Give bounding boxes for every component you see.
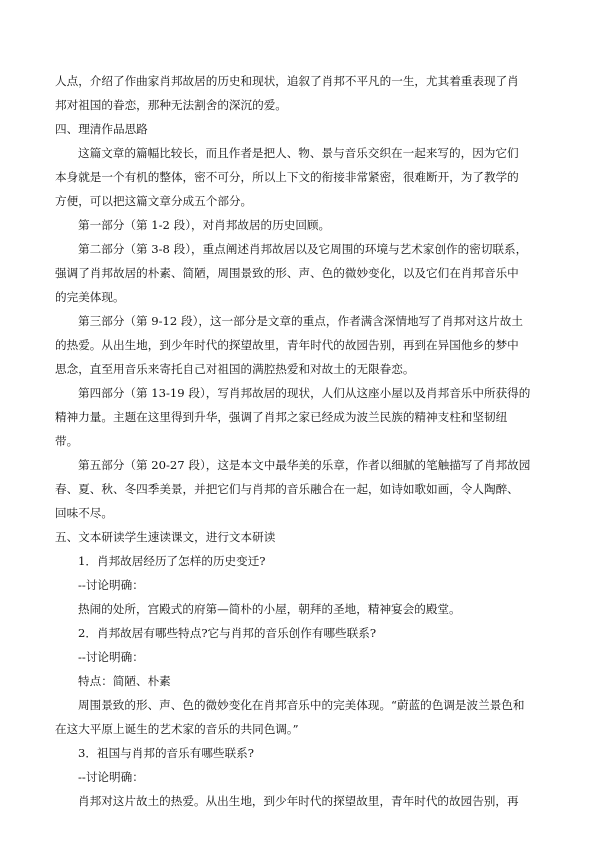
answer-line: 周围景致的形、声、色的微妙变化在肖邦音乐中的完美体现。“蔚蓝的色调是波兰景色和	[78, 698, 525, 712]
text-line: 方便，可以把这篇文章分成五个部分。	[55, 194, 253, 208]
answer-line: 特点：简陋、朴素	[78, 674, 171, 688]
text-line: 的完美体现。	[55, 290, 125, 304]
text-line: 本身就是一个有机的整体，密不可分，所以上下文的衔接非常紧密，很难断开，为了教学的	[55, 170, 519, 184]
question-line: 1．肖邦故居经历了怎样的历史变迁?	[78, 554, 266, 568]
answer-line: 热闹的处所，宫殿式的府第—简朴的小屋，朝拜的圣地，精神宴会的殿堂。	[78, 602, 461, 616]
text-line: 人点，介绍了作曲家肖邦故居的历史和现状，追叙了肖邦不平凡的一生，尤其着重表现了肖	[55, 74, 519, 88]
text-line: 第三部分（第 9-12 段），这一部分是文章的重点，作者满含深情地写了肖邦对这片故土	[78, 314, 523, 328]
question-line: 3．祖国与肖邦的音乐有哪些联系?	[78, 746, 254, 760]
discussion-label: --讨论明确：	[78, 578, 144, 592]
text-line: 强调了肖邦故居的朴素、简陋，周围景致的形、声、色的微妙变化，以及它们在肖邦音乐中	[55, 266, 519, 280]
text-line: 第一部分（第 1-2 段），对肖邦故居的历史回顾。	[78, 218, 331, 232]
text-line: 回味不尽。	[55, 506, 113, 520]
text-line: 思念，直至用音乐来寄托自己对祖国的满腔热爱和对故土的无限眷恋。	[55, 362, 415, 376]
answer-line: 在这大平原上诞生的艺术家的音乐的共同色调。”	[55, 722, 299, 736]
text-line: 的热爱。从出生地，到少年时代的探望故里，青年时代的故园告别，再到在异国他乡的梦中	[55, 338, 519, 352]
section-heading: 五、文本研读学生速读课文，进行文本研读	[55, 530, 276, 544]
text-line: 邦对祖国的眷恋，那种无法割舍的深沉的爱。	[55, 98, 287, 112]
discussion-label: --讨论明确：	[78, 650, 144, 664]
question-line: 2．肖邦故居有哪些特点?它与肖邦的音乐创作有哪些联系?	[78, 626, 377, 640]
section-heading: 四、理清作品思路	[55, 122, 148, 136]
answer-line: 肖邦对这片故土的热爱。从出生地，到少年时代的探望故里，青年时代的故园告别，再	[78, 794, 519, 808]
text-line: 精神力量。主题在这里得到升华，强调了肖邦之家已经成为波兰民族的精神支柱和坚韧纽	[55, 410, 508, 424]
text-line: 这篇文章的篇幅比较长，而且作者是把人、物、景与音乐交织在一起来写的，因为它们	[78, 146, 519, 160]
discussion-label: --讨论明确：	[78, 770, 144, 784]
text-line: 第二部分（第 3-8 段），重点阐述肖邦故居以及它周围的环境与艺术家创作的密切联系，	[78, 242, 528, 256]
text-line: 第五部分（第 20-27 段），这是本文中最华美的乐章，作者以细腻的笔触描写了肖邦故园	[78, 458, 531, 472]
text-line: 带。	[55, 434, 79, 448]
text-line: 春、夏、秋、冬四季美景，并把它们与肖邦的音乐融合在一起，如诗如歌如画，令人陶醉、	[55, 482, 519, 496]
text-line: 第四部分（第 13-19 段），写肖邦故居的现状，人们从这座小屋以及肖邦音乐中所获得的	[78, 386, 531, 400]
